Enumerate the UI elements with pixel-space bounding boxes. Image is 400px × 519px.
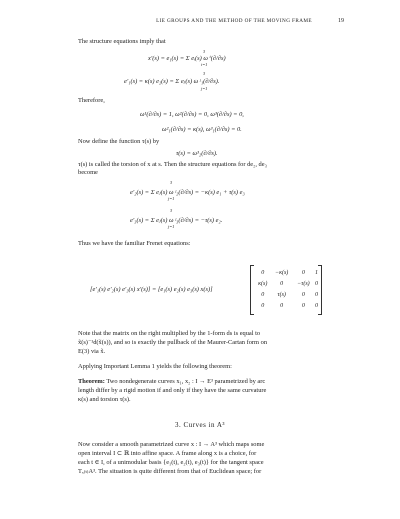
omega-row-2: ω²₁(∂/∂s) = κ(s), ω³₁(∂/∂s) = 0.	[162, 126, 242, 133]
matrix-cell: 1	[314, 269, 318, 276]
page-number: 19	[338, 18, 344, 24]
note-line-1: Note that the matrix on the right multiplied by the 1-form ds is equal to	[78, 330, 261, 337]
matrix-cell: −κ(s)	[275, 269, 289, 276]
sum-upper-index: 3	[203, 49, 206, 54]
matrix-row	[255, 300, 319, 311]
matrix-row	[255, 267, 319, 278]
matrix-cell: 0	[314, 280, 318, 287]
theorem-line-2: length differ by a rigid motion if and only if they have the same curvature	[78, 387, 267, 394]
define-torsion: Now define the function τ(s) by	[78, 138, 160, 145]
matrix-cell: 0	[261, 302, 265, 309]
equation-e3-prime: e′₃(s) = Σ eⱼ(s) ω ʲ₃(∂/∂s) = −τ(s) e₂.	[130, 217, 223, 224]
curves-line-2: open interval I ⊂ ℝ into affine space. A frame along x is a choice, for	[78, 450, 257, 457]
matrix-cell: 0	[261, 291, 265, 298]
curves-line-1: Now consider a smooth parametrized curve x : I → A³ which maps some	[78, 441, 265, 448]
theorem-text-1: Two nondegenerate curves x₁, x₂ : I → E³ parametrized by arc	[104, 378, 266, 385]
sum-lower-index-4: j=1	[168, 224, 175, 229]
matrix-cell: 0	[301, 302, 305, 309]
intro-line: The structure equations imply that	[78, 38, 166, 45]
sum-lower-index-3: j=1	[168, 196, 175, 201]
torsion-paragraph-1: τ(s) is called the torsion of x at s. Then the structure equations for de₂, de₃	[78, 161, 267, 168]
frenet-matrix	[250, 265, 322, 313]
therefore: Therefore,	[78, 97, 105, 104]
torsion-definition: τ(s) = ω³₂(∂/∂s).	[176, 150, 218, 157]
matrix-cell: 0	[314, 291, 318, 298]
equation-e2-prime: e′₂(s) = Σ eⱼ(s) ω ʲ₂(∂/∂s) = −κ(s) e₁ + τ(s) e₃	[130, 189, 245, 196]
curves-line-3: each t ∈ I, of a unimodular basis {e₁(t), e₂(t), e₃(t)} for the tangent space	[78, 459, 264, 466]
theorem-line-3: κ(s) and torsion τ(s).	[78, 396, 131, 403]
sum-upper-index-2: 3	[203, 71, 206, 76]
equation-e1-prime: e′₁(s) = κ(s) e₂(s) = Σ eⱼ(s) ω ʲ₁(∂/∂s).	[124, 78, 220, 85]
theorem-label: Theorem:	[78, 378, 105, 385]
frenet-equation-lhs: [e′₁(s) e′₂(s) e′₃(s) x′(s)] = [e₁(s) e₂(s) e₃(s) x(s)]	[90, 286, 213, 293]
applying-lemma: Applying Important Lemma 1 yields the following theorem:	[78, 363, 232, 370]
sum-lower-index-2: j=1	[201, 86, 208, 91]
omega-row-1: ω¹(∂/∂s) = 1, ω²(∂/∂s) = 0, ω³(∂/∂s) = 0,	[140, 111, 244, 118]
matrix-cell: κ(s)	[258, 280, 268, 287]
running-head: LIE GROUPS AND THE METHOD OF THE MOVING FRAME	[156, 18, 312, 24]
matrix-cell: 0	[280, 280, 284, 287]
matrix-cell: −τ(s)	[297, 280, 310, 287]
matrix-row	[255, 278, 319, 289]
matrix-cell: 0	[261, 269, 265, 276]
note-line-2: x̃(s)⁻¹d(x̃(s)), and so is exactly the pullback of the Maurer-Cartan form on	[78, 339, 268, 346]
matrix-cell: 0	[301, 269, 305, 276]
matrix-cell: τ(s)	[277, 291, 286, 298]
section-title: 3. Curves in A³	[174, 421, 226, 429]
matrix-left-bracket	[250, 265, 254, 315]
sum-upper-index-4: 3	[170, 208, 173, 213]
matrix-cell: 0	[280, 302, 284, 309]
sum-upper-index-3: 3	[170, 180, 173, 185]
sum-lower-index: i=1	[201, 62, 208, 67]
matrix-row	[255, 289, 319, 300]
frenet-intro: Thus we have the familiar Frenet equations:	[78, 240, 191, 247]
curves-line-4: Tₓ₍ₜ₎A³. The situation is quite different from that of Euclidean space; for	[78, 468, 262, 475]
matrix-cell: 0	[314, 302, 318, 309]
theorem-line-1	[78, 378, 265, 386]
matrix-cell: 0	[301, 291, 305, 298]
matrix-body	[255, 267, 319, 311]
torsion-paragraph-2: become	[78, 169, 98, 176]
equation-x-prime: x′(s) = e₁(s) = Σ eᵢ(s) ω ⁱ(∂/∂s)	[148, 55, 226, 62]
note-line-3: E(3) via x̃.	[78, 348, 106, 355]
